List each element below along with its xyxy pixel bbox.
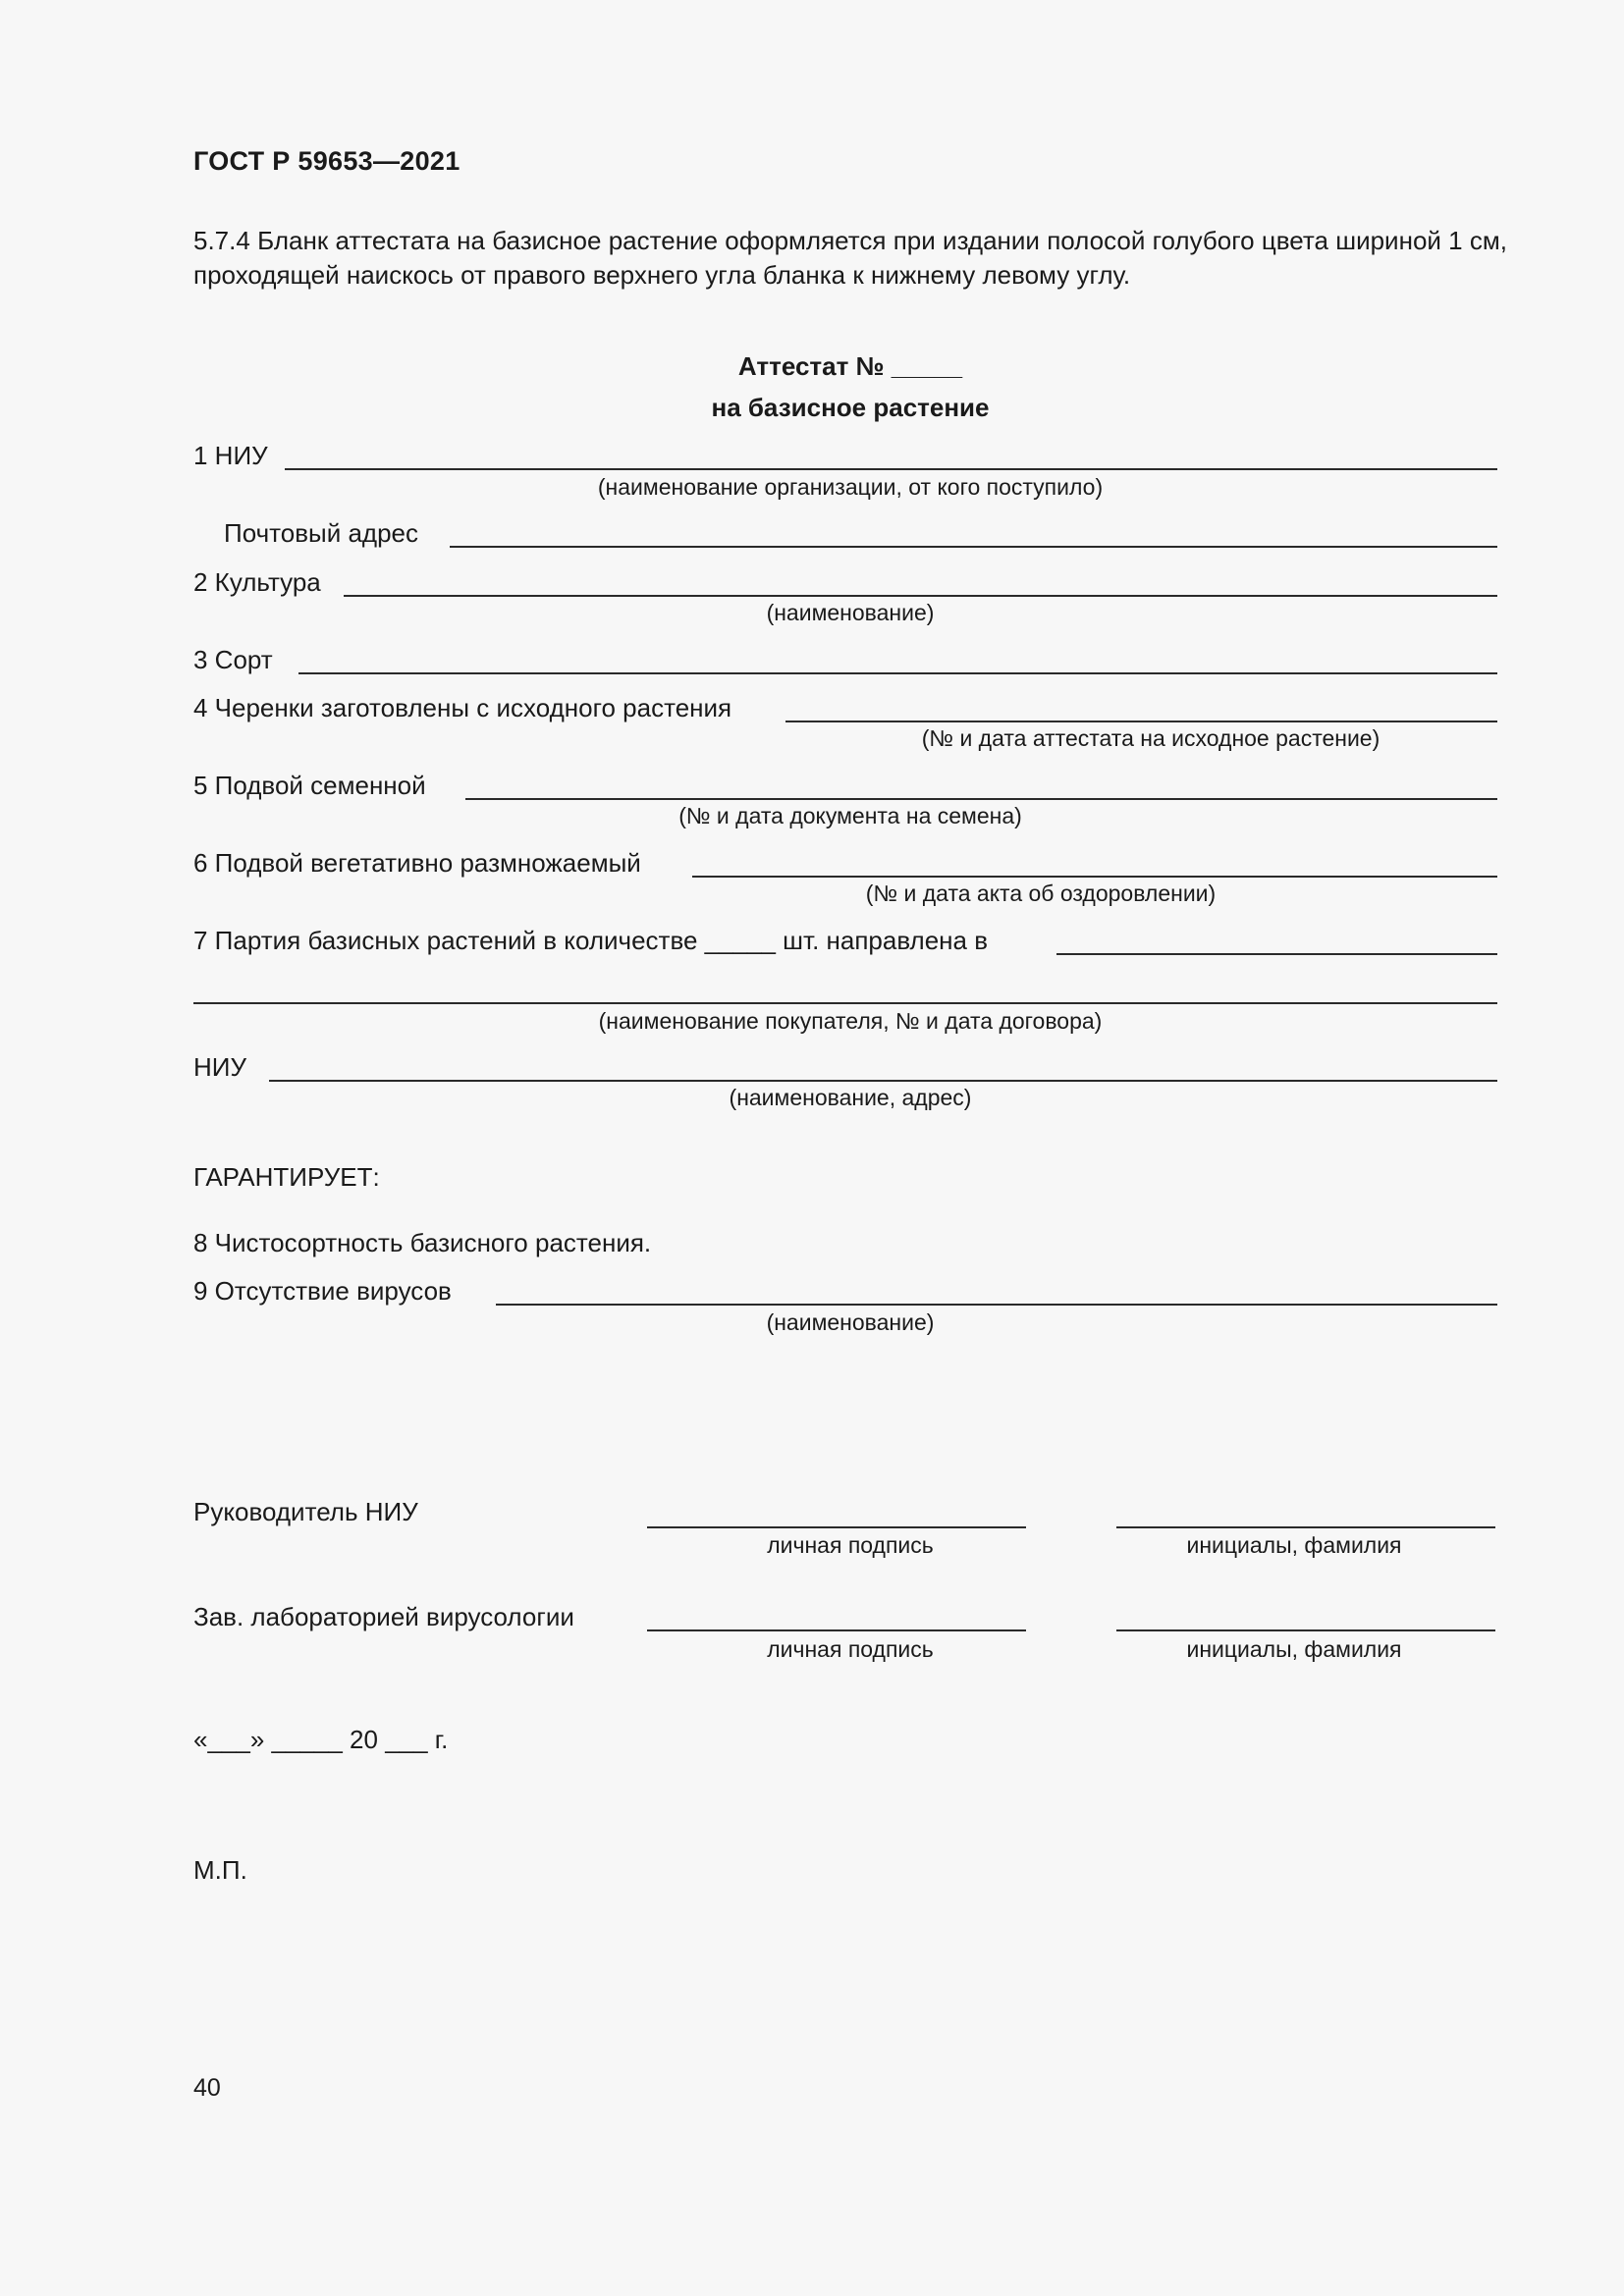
head-signature-label: Руководитель НИУ: [193, 1497, 418, 1526]
lab-name-line[interactable]: [1116, 1629, 1495, 1631]
item6-fill-line[interactable]: [692, 876, 1497, 878]
lab-sign-caption: личная подпись: [767, 1636, 934, 1662]
head-sign-line[interactable]: [647, 1526, 1026, 1528]
document-header: ГОСТ Р 59653—2021: [193, 146, 460, 176]
niu-label: НИУ: [193, 1052, 246, 1082]
item9-label: 9 Отсутствие вирусов: [193, 1276, 452, 1306]
item1-label: 1 НИУ: [193, 441, 268, 470]
item7-fill-line-2[interactable]: [193, 1002, 1497, 1004]
item7-caption: (наименование покупателя, № и дата договора): [598, 1008, 1103, 1034]
form-subtitle: на базисное растение: [711, 393, 990, 422]
item7-fill-line[interactable]: [1056, 953, 1497, 955]
item2-fill-line[interactable]: [344, 595, 1497, 597]
item8-label: 8 Чистосортность базисного растения.: [193, 1228, 652, 1257]
item4-caption: (№ и дата аттестата на исходное растение): [921, 725, 1380, 751]
item1-fill-line[interactable]: [285, 468, 1497, 470]
item3-fill-line[interactable]: [298, 672, 1497, 674]
paragraph-5-7-4: 5.7.4 Бланк аттестата на базисное растение оформляется при издании полосой голубого цвета шириной 1 см, проходящей наискось от правого верхнего угла бланка к нижнему левому углу.: [193, 226, 1507, 290]
item7-label: 7 Партия базисных растений в количестве _____ шт. направлена в: [193, 926, 989, 955]
niu-fill-line[interactable]: [269, 1080, 1497, 1082]
item5-fill-line[interactable]: [465, 798, 1497, 800]
stamp-place: М.П.: [193, 1855, 247, 1885]
head-name-caption: инициалы, фамилия: [1186, 1532, 1402, 1558]
item1-caption: (наименование организации, от кого поступило): [597, 474, 1104, 500]
item5-label: 5 Подвой семенной: [193, 771, 426, 800]
head-sign-caption: личная подпись: [767, 1532, 934, 1558]
postal-fill-line[interactable]: [450, 546, 1497, 548]
lab-signature-label: Зав. лабораторией вирусологии: [193, 1602, 574, 1631]
item9-caption: (наименование): [766, 1309, 935, 1335]
head-name-line[interactable]: [1116, 1526, 1495, 1528]
item6-caption: (№ и дата акта об оздоровлении): [865, 881, 1217, 906]
item9-fill-line[interactable]: [496, 1304, 1497, 1306]
lab-name-caption: инициалы, фамилия: [1186, 1636, 1402, 1662]
item4-fill-line[interactable]: [785, 721, 1497, 722]
item6-label: 6 Подвой вегетативно размножаемый: [193, 848, 641, 878]
page-number: 40: [193, 2074, 221, 2102]
item2-caption: (наименование): [766, 600, 935, 625]
lab-sign-line[interactable]: [647, 1629, 1026, 1631]
item2-label: 2 Культура: [193, 567, 321, 597]
item5-caption: (№ и дата документа на семена): [678, 803, 1022, 828]
item3-label: 3 Сорт: [193, 645, 273, 674]
postal-label: Почтовый адрес: [224, 518, 418, 548]
date-line: «___» _____ 20 ___ г.: [193, 1725, 449, 1754]
niu-caption: (наименование, адрес): [729, 1085, 972, 1110]
form-title: Аттестат № _____: [737, 351, 963, 381]
guarantee-heading: ГАРАНТИРУЕТ:: [193, 1162, 380, 1192]
item4-label: 4 Черенки заготовлены с исходного растения: [193, 693, 732, 722]
